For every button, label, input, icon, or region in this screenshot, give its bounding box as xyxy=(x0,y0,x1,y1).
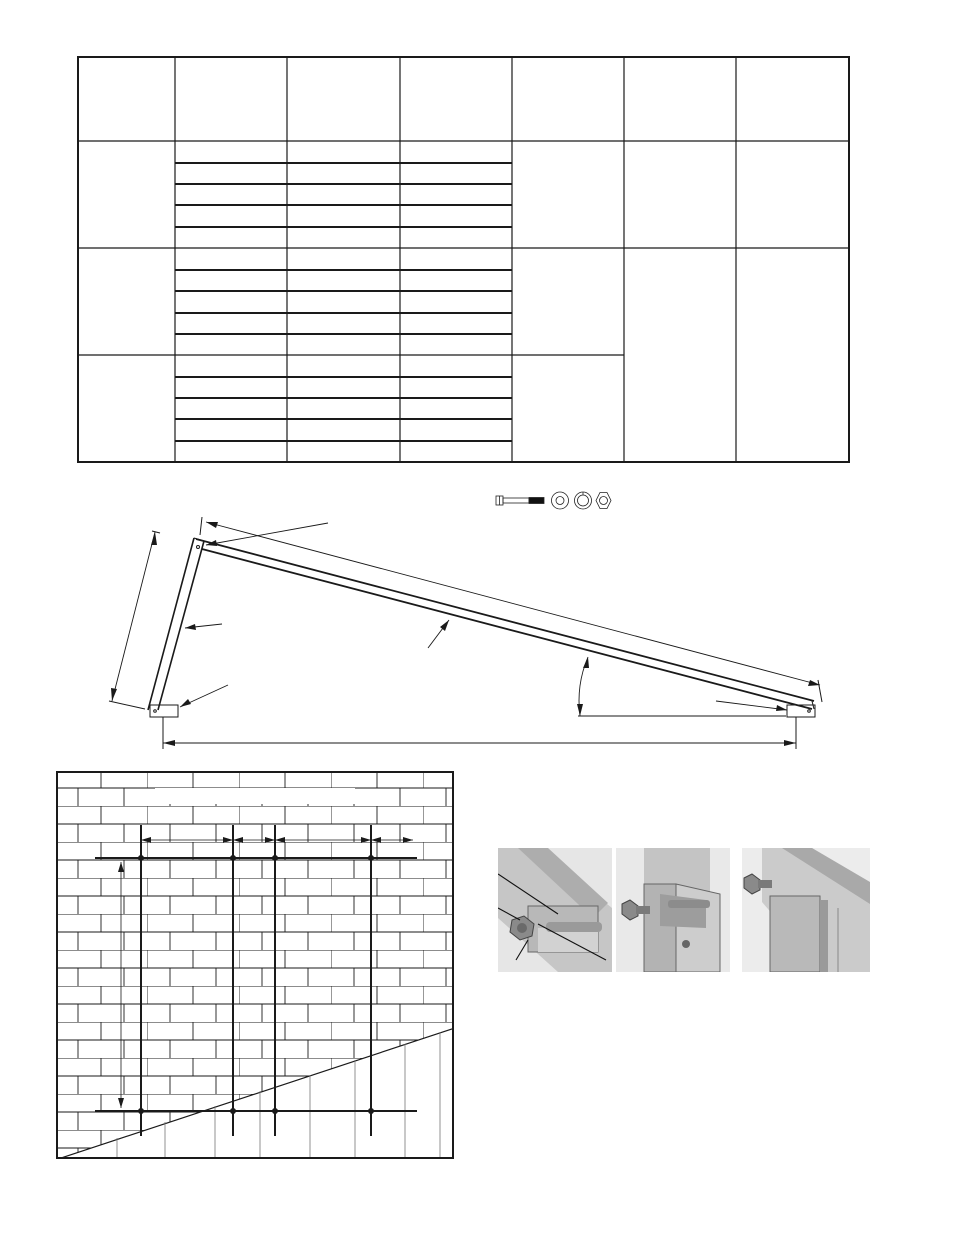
front-leg xyxy=(148,538,204,710)
rail xyxy=(196,539,814,709)
spec-table-border xyxy=(78,57,849,462)
frame-diagram xyxy=(0,505,954,755)
wall-diagram xyxy=(55,770,455,1162)
hex-bolt-icon xyxy=(496,496,544,505)
bracket-bolt-closeup xyxy=(498,848,612,972)
rail-channel-assembly xyxy=(742,848,870,972)
channel-bracket xyxy=(616,848,730,972)
spec-table xyxy=(0,0,954,470)
